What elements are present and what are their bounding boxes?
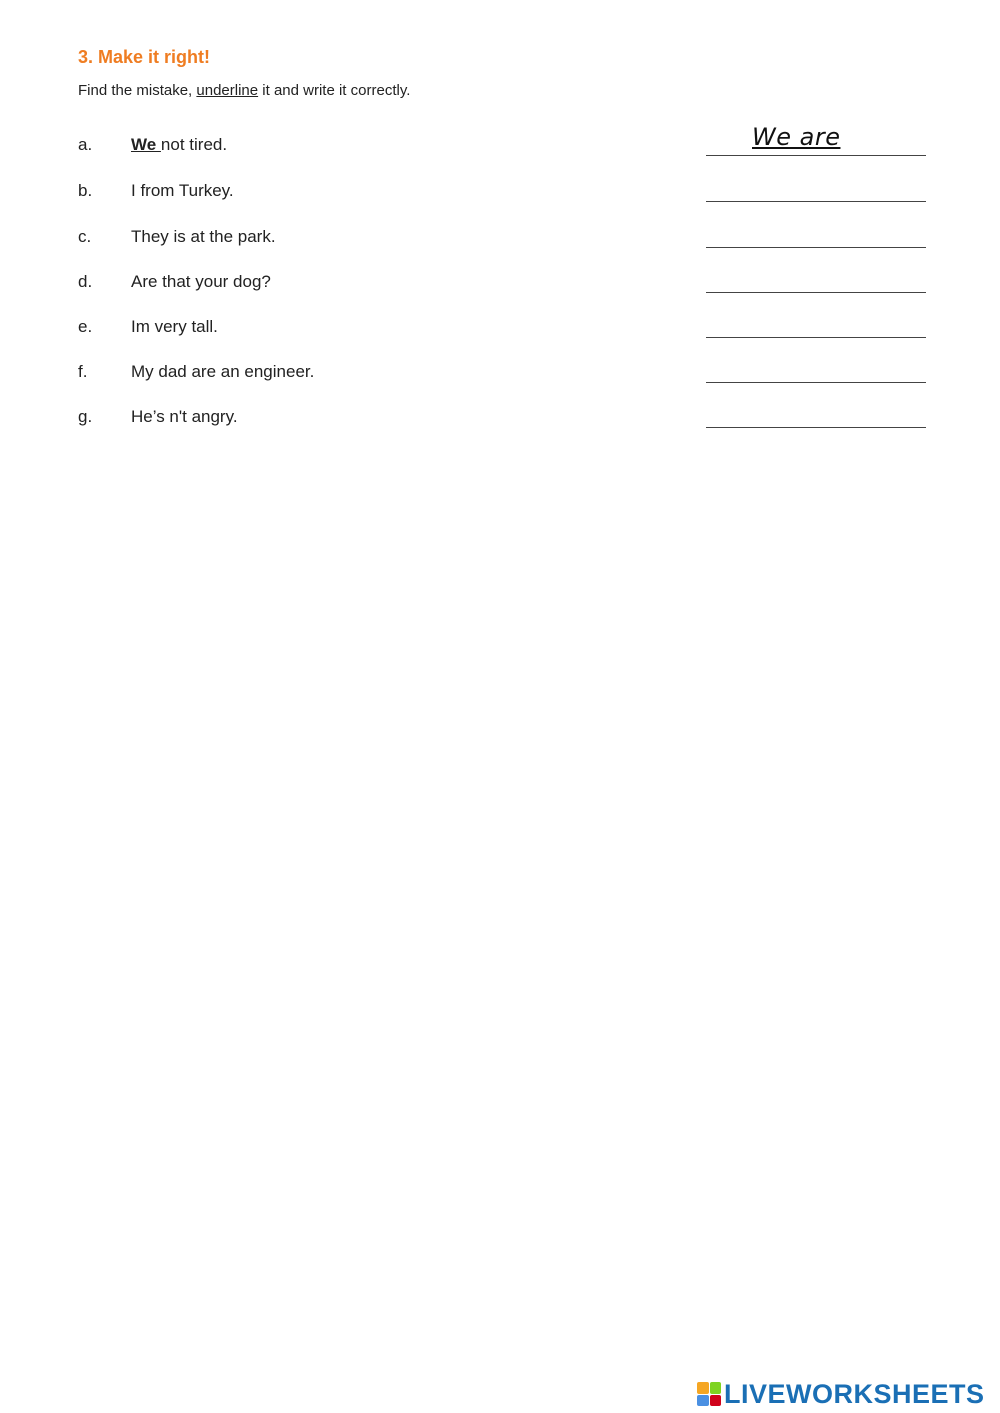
- exercise-item-e: [0, 317, 1000, 347]
- exercise-item-a: [0, 123, 1000, 165]
- item-letter: d.: [78, 272, 93, 291]
- exercise-item-f: [0, 362, 1000, 392]
- exercise-item-d: [0, 272, 1000, 302]
- answer-field[interactable]: [706, 247, 926, 248]
- liveworksheets-logo-icon: [697, 1382, 721, 1406]
- item-sentence: He’s n't angry.: [131, 407, 238, 426]
- answer-field[interactable]: [706, 337, 926, 338]
- answer-field[interactable]: [706, 155, 926, 156]
- underlined-mistake: We: [131, 135, 161, 154]
- item-letter: b.: [78, 181, 93, 200]
- item-sentence: [131, 135, 227, 155]
- item-sentence: Are that your dog?: [131, 272, 271, 291]
- item-letter: c.: [78, 227, 92, 246]
- answer-field[interactable]: [706, 292, 926, 293]
- exercise-item-g: [0, 407, 1000, 437]
- instructions-text-before: Find the mistake,: [78, 82, 197, 99]
- exercise-item-c: [0, 227, 1000, 257]
- sentence-rest: not tired.: [160, 135, 228, 154]
- item-sentence: I from Turkey.: [131, 181, 234, 200]
- item-letter: g.: [78, 407, 93, 426]
- item-sentence: They is at the park.: [131, 227, 276, 246]
- exercise-title: 3. Make it right!: [78, 47, 211, 67]
- footer-brand: [697, 1380, 985, 1408]
- item-letter: e.: [78, 317, 93, 336]
- exercise-item-b: [0, 181, 1000, 211]
- instructions-underlined-word: underline: [196, 82, 259, 99]
- answer-field[interactable]: [706, 382, 926, 383]
- instructions-text-after: it and write it correctly.: [258, 82, 411, 99]
- item-letter: a.: [78, 135, 93, 154]
- item-sentence: My dad are an engineer.: [131, 362, 315, 381]
- brand-name: LIVEWORKSHEETS: [724, 1378, 985, 1409]
- item-sentence: Im very tall.: [131, 317, 218, 336]
- answer-field[interactable]: [706, 201, 926, 202]
- instructions: [78, 82, 410, 99]
- answer-handwritten[interactable]: We are: [752, 123, 841, 151]
- item-letter: f.: [78, 362, 88, 381]
- answer-field[interactable]: [706, 427, 926, 428]
